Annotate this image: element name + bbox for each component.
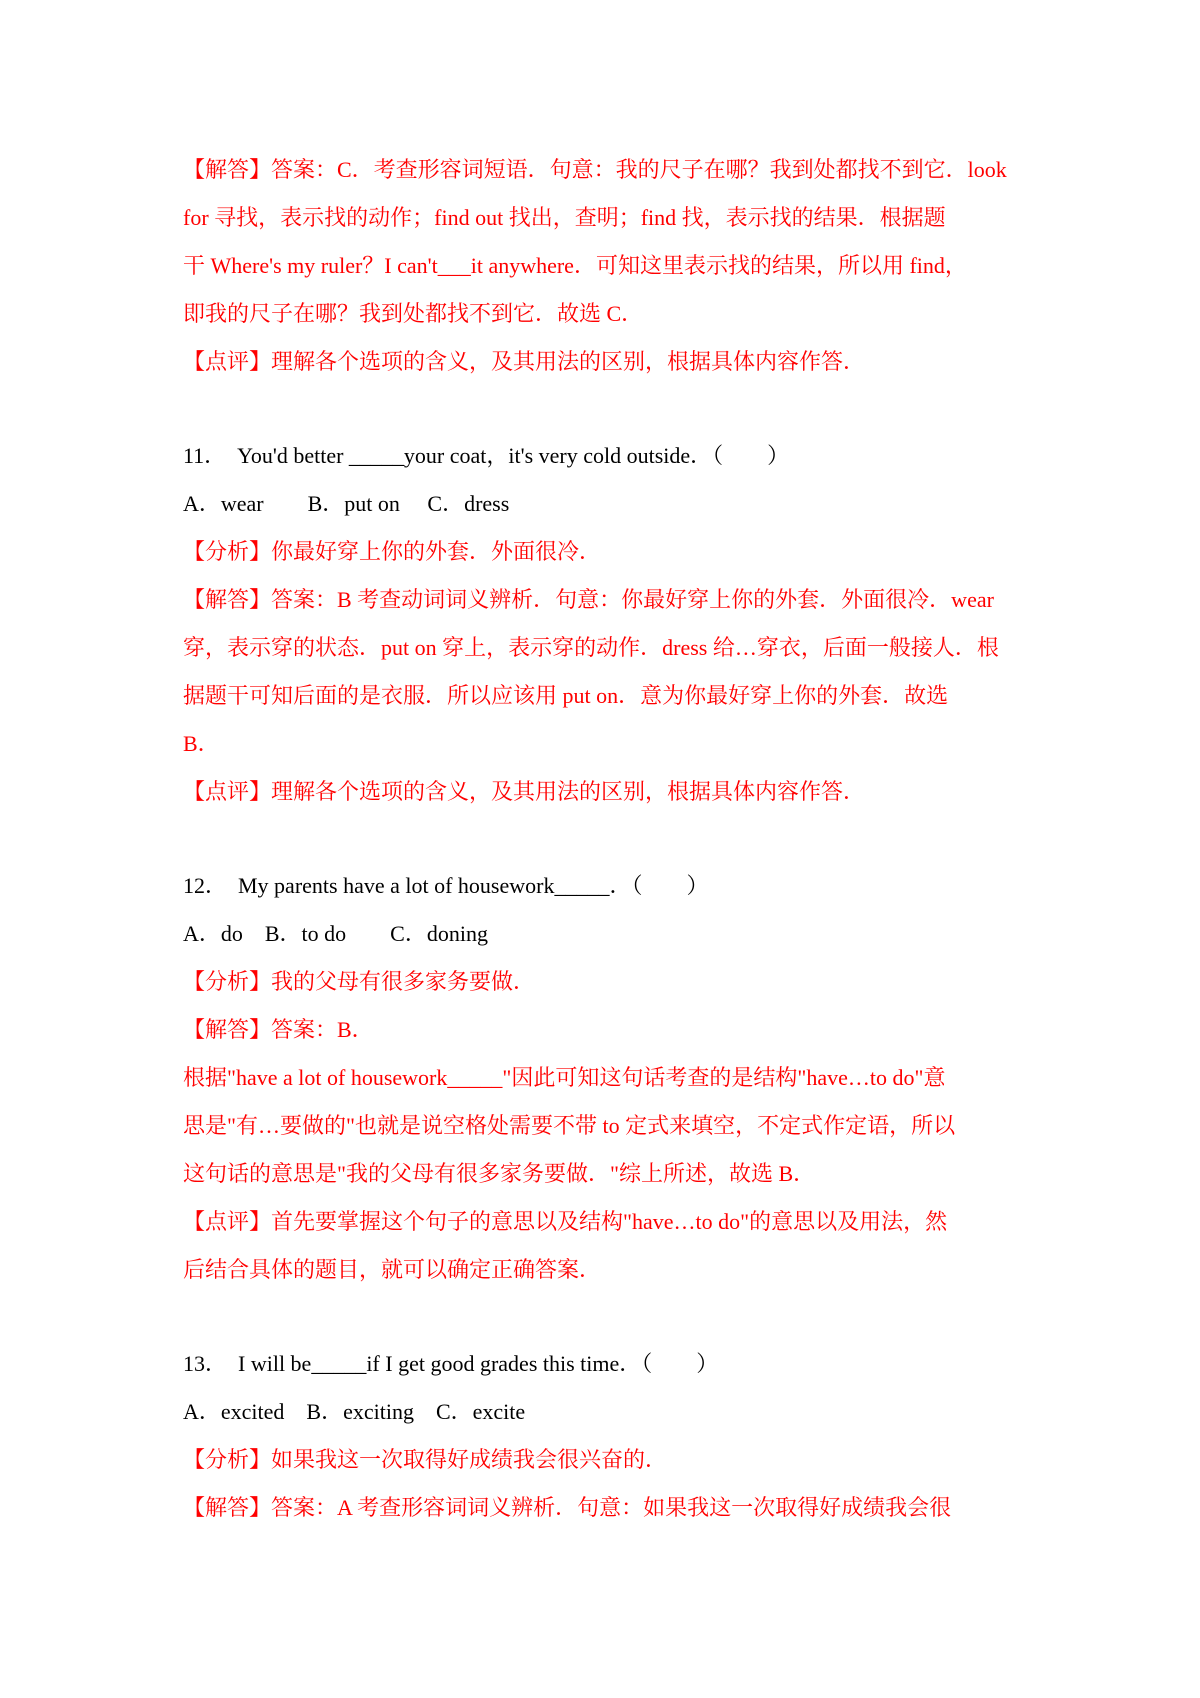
q11-comment: 【点评】理解各个选项的含义，及其用法的区别，根据具体内容作答． xyxy=(183,779,866,804)
q10-answer-line: 干 Where's my ruler？I can't___it anywhere．可知这里表示找的结果，所以用 find， xyxy=(183,253,967,278)
q12-analysis: 【分析】我的父母有很多家务要做． xyxy=(183,969,536,994)
q11-answer-line: 【解答】答案：B 考查动词词义辨析．句意：你最好穿上你的外套．外面很冷．wear xyxy=(183,587,994,612)
q12-answer-line: 这句话的意思是"我的父母有很多家务要做．"综上所述，故选 B． xyxy=(183,1161,816,1186)
q12-question: 12． My parents have a lot of housework_____．（ ） xyxy=(183,873,709,898)
q13-question: 13． I will be_____if I get good grades this time．（ ） xyxy=(183,1351,719,1376)
q10-answer-line: 即我的尺子在哪？我到处都找不到它．故选 C． xyxy=(183,301,644,326)
q12-options: A．do B．to do C．doning xyxy=(183,921,488,946)
q10-answer-line: 【解答】答案：C．考查形容词短语．句意：我的尺子在哪？我到处都找不到它．look xyxy=(183,157,1007,182)
q13-options: A．excited B．exciting C．excite xyxy=(183,1399,526,1424)
q12-comment-line: 【点评】首先要掌握这个句子的意思以及结构"have…to do"的意思以及用法，然 xyxy=(183,1209,948,1234)
q10-answer-line: for 寻找，表示找的动作；find out 找出，查明；find 找，表示找的结果．根据题 xyxy=(183,205,946,230)
q11-answer-line: 穿，表示穿的状态．put on 穿上，表示穿的动作．dress 给…穿衣，后面一般接人．根 xyxy=(183,635,999,660)
q10-comment: 【点评】理解各个选项的含义，及其用法的区别，根据具体内容作答． xyxy=(183,349,866,374)
q11-options: A．wear B．put on C．dress xyxy=(183,491,510,516)
q11-question: 11． You'd better _____your coat，it's very cold outside．（ ） xyxy=(183,443,790,468)
q13-analysis: 【分析】如果我这一次取得好成绩我会很兴奋的． xyxy=(183,1447,668,1472)
q11-answer-line: 据题干可知后面的是衣服．所以应该用 put on．意为你最好穿上你的外套．故选 xyxy=(183,683,949,708)
q12-answer-line: 【解答】答案：B． xyxy=(183,1017,374,1042)
q12-answer-line: 根据"have a lot of housework_____"因此可知这句话考查的是结构"have…to do"意 xyxy=(183,1065,946,1090)
q12-answer-line: 思是"有…要做的"也就是说空格处需要不带 to 定式来填空，不定式作定语，所以 xyxy=(183,1113,956,1138)
q13-answer-line: 【解答】答案：A 考查形容词词义辨析．句意：如果我这一次取得好成绩我会很 xyxy=(183,1495,952,1520)
q11-answer-line: B． xyxy=(183,731,220,756)
q12-comment-line: 后结合具体的题目，就可以确定正确答案． xyxy=(183,1257,602,1282)
q11-analysis: 【分析】你最好穿上你的外套．外面很冷． xyxy=(183,539,602,564)
